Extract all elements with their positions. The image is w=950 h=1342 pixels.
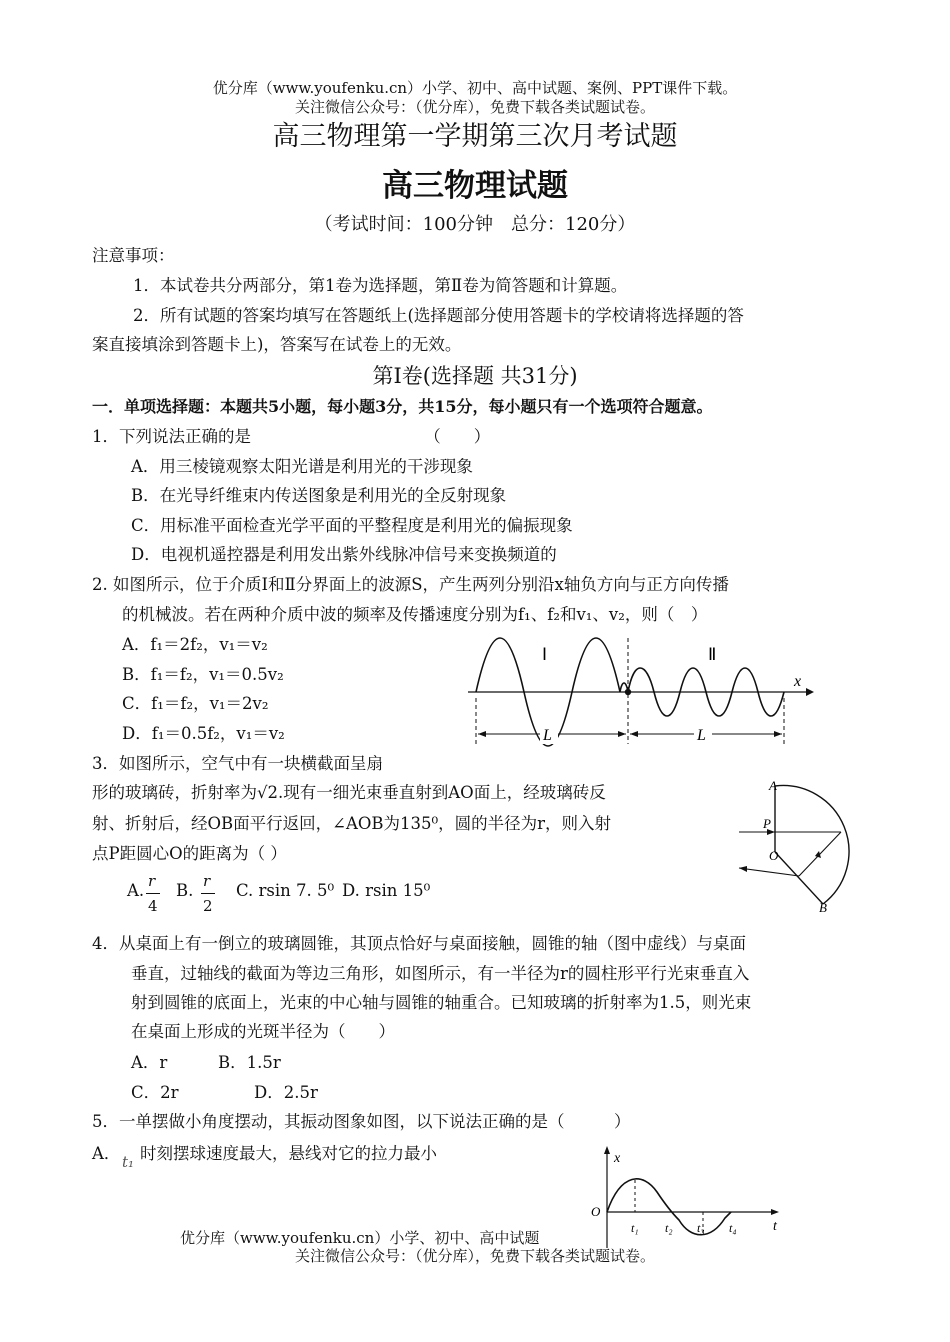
q3-option-a-denominator: 4 [148, 897, 158, 915]
label-o: O [769, 848, 779, 863]
q5-option-a-t1: t₁ [122, 1153, 135, 1171]
q4-line-3: 射到圆锥的底面上，光束的中心轴与圆锥的轴重合。已知玻璃的折射率为1.5，则光束 [131, 993, 752, 1012]
q3-option-b-numerator: r [203, 872, 211, 890]
q5-vibration-graph [587, 1144, 792, 1252]
q1-option-c: C．用标准平面检查光学平面的平整程度是利用光的偏振现象 [131, 516, 573, 535]
side-ob [775, 852, 823, 904]
medium-2-label: Ⅱ [708, 645, 717, 664]
q3-option-a-prefix: A. [127, 881, 145, 900]
x-axis-label: x [794, 673, 802, 690]
q1-option-d: D．电视机遥控器是利用发出紫外线脉冲信号来变换频道的 [131, 545, 557, 564]
notice-item-2-line-1: 2．所有试题的答案均填写在答题纸上(选择题部分使用答题卡的学校请将选择题的答 [133, 306, 744, 325]
reflected-ray [799, 832, 841, 876]
q3-option-b-denominator: 2 [203, 897, 213, 915]
header-line-2: 关注微信公众号：（优分库），免费下载各类试题试卷。 [294, 98, 655, 116]
medium-1-label: Ⅰ [542, 645, 548, 664]
q3-line-3: 射、折射后，经OB面平行返回，∠AOB为135⁰，圆的半径为r，则入射 [92, 814, 612, 833]
q3-line-4: 点P距圆心O的距离为（ ） [92, 844, 287, 863]
graph-t-label: t [773, 1219, 777, 1234]
q3-line-1: 3．如图所示，空气中有一块横截面呈扇 [92, 754, 383, 773]
part-1-heading: 一．单项选择题：本题共5小题，每小题3分，共15分，每小题只有一个选项符合题意。 [92, 397, 713, 416]
wave-source-dot [625, 689, 631, 695]
q3-option-a-fraction-bar [146, 893, 160, 894]
q1-option-a: A．用三棱镜观察太阳光谱是利用光的干涉现象 [131, 457, 473, 476]
sector-arc [775, 786, 849, 904]
notice-item-1: 1．本试卷共分两部分，第1卷为选择题，第Ⅱ卷为简答题和计算题。 [133, 276, 628, 295]
q3-line-2: 形的玻璃砖，折射率为√2.现有一细光束垂直射到AO面上，经玻璃砖反 [92, 783, 606, 802]
graph-x-label: x [614, 1151, 621, 1166]
q2-wave-figure [462, 636, 817, 748]
q2-option-d: D．f₁＝0.5f₂，v₁＝v₂ [122, 724, 285, 743]
q4-line-2: 垂直，过轴线的截面为等边三角形，如图所示，有一半径为r的圆柱形平行光束垂直入 [131, 964, 750, 983]
q3-option-c: C. rsin 7. 5⁰ [236, 881, 335, 900]
footer-line-2: 关注微信公众号：（优分库），免费下载各类试题试卷。 [294, 1247, 655, 1265]
q2-line-2: 的机械波。若在两种介质中波的频率及传播速度分别为f₁、f₂和v₁、v₂，则（ ） [122, 605, 708, 624]
notice-item-2-line-2: 案直接填涂到答题卡上)，答案写在试卷上的无效。 [92, 335, 462, 354]
x-axis-arrow [806, 688, 814, 696]
exam-subtitle: 高三物理试题 [382, 168, 568, 204]
q3-option-b-prefix: B. [176, 881, 194, 900]
exam-title: 高三物理第一学期第三次月考试题 [272, 121, 678, 152]
tick-t2: t₂ [665, 1221, 673, 1235]
length-label-2: L [697, 727, 706, 744]
tick-t1: t₁ [631, 1221, 639, 1235]
label-a: A [769, 778, 777, 793]
graph-origin-label: O [591, 1204, 601, 1219]
q3-option-b-fraction-bar [201, 893, 215, 894]
q2-line-1: 2. 如图所示，位于介质Ⅰ和Ⅱ分界面上的波源S，产生两列分别沿x轴负方向与正方向传播 [92, 575, 729, 594]
q4-option-c: C．2r [131, 1083, 179, 1102]
q3-option-a-numerator: r [148, 872, 156, 890]
q4-option-b: B．1.5r [218, 1053, 281, 1072]
q2-option-b: B．f₁＝f₂，v₁＝0.5v₂ [122, 665, 284, 684]
q2-option-a: A．f₁＝2f₂，v₁＝v₂ [122, 635, 268, 654]
q1-option-b: B．在光导纤维束内传送图象是利用光的全反射现象 [131, 486, 507, 505]
length-label-1: L [543, 727, 552, 744]
exam-info: （考试时间：100分钟 总分：120分） [314, 214, 636, 235]
label-b: B [819, 900, 827, 915]
q1-stem: 1．下列说法正确的是 （ ） [92, 427, 491, 446]
q4-option-a: A．r [131, 1053, 168, 1072]
q4-line-1: 4．从桌面上有一倒立的玻璃圆锥，其顶点恰好与桌面接触，圆锥的轴（图中虚线）与桌面 [92, 934, 746, 953]
q2-option-c: C．f₁＝f₂，v₁＝2v₂ [122, 694, 269, 713]
q5-option-a-text: 时刻摆球速度最大，悬线对它的拉力最小 [140, 1144, 437, 1163]
tick-t4: t₄ [729, 1221, 737, 1235]
label-p: P [763, 816, 771, 831]
q4-line-4: 在桌面上形成的光斑半径为（ ） [131, 1022, 395, 1041]
q3-sector-figure [735, 776, 855, 916]
notice-heading: 注意事项： [92, 246, 175, 265]
section-1-title: 第Ⅰ卷(选择题 共31分) [372, 364, 578, 388]
header-line-1: 优分库（www.youfenku.cn）小学、初中、高中试题、案例、PPT课件下载。 [212, 79, 738, 97]
q4-option-d: D．2.5r [254, 1083, 318, 1102]
q5-stem: 5．一单摆做小角度摆动，其振动图象如图，以下说法正确的是（ ） [92, 1112, 631, 1131]
footer-line-1: 优分库（www.youfenku.cn）小学、初中、高中试题 [180, 1229, 540, 1247]
q3-option-d: D. rsin 15⁰ [342, 881, 431, 900]
tick-t3: t₃ [697, 1221, 705, 1235]
q5-option-a-prefix: A． [92, 1144, 121, 1163]
